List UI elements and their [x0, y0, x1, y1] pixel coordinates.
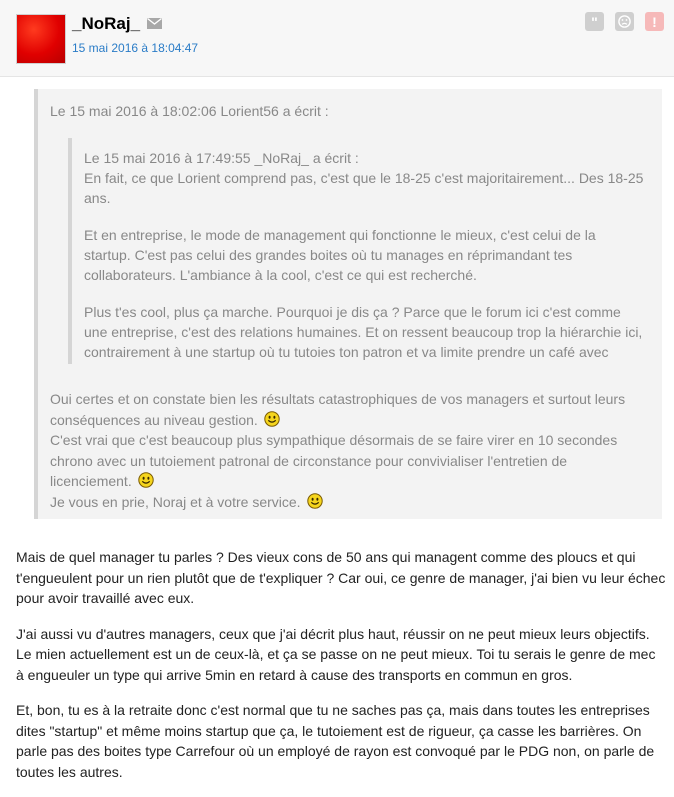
sad-face-icon [618, 15, 631, 28]
inner-quote-paragraph: Plus t'es cool, plus ça marche. Pourquoi je dis ça ? Parce que le forum ici c'est comme une entreprise, c'est des relations humaines. Et on ressent beaucoup trop la hiérarchie ici, contrairement à une startup où tu tutoies ton patron et va limite prendre un café avec [84, 304, 643, 360]
kick-button[interactable] [615, 12, 634, 31]
post-paragraph: J'ai aussi vu d'autres managers, ceux que j'ai décrit plus haut, réussir on ne peut mieux leurs objectifs. Le mien actuellement est un de ceux-là, et ça se passe on ne peut mieux. Toi tu serais le genre de mec à engueuler un type qui arrive 5min en retard à cause des transports en commun en gros. [16, 625, 656, 683]
inner-quote-paragraph: Et en entreprise, le mode de management qui fonctionne le mieux, c'est celui de la startup. C'est pas celui des grandes boites où tu manages en réprimandant tes collaborateurs. L'ambiance à la cool, c'est ce qui est recherché. [84, 227, 596, 283]
post-paragraph: Mais de quel manager tu parles ? Des vieux cons de 50 ans qui managent comme des ploucs et qui t'engueulent pour un rien plutôt que de t'expliquer ? Car oui, ce genre de manager, j'ai bien vu leur échec pour avoir travaillé avec eux. [16, 549, 666, 606]
smiley-icon [264, 411, 280, 427]
smiley-icon [138, 472, 154, 488]
smiley-icon [307, 493, 323, 509]
outer-quote-line-text: Je vous en prie, Noraj et à votre service. [50, 493, 301, 510]
post-body [16, 547, 666, 797]
inner-quote [68, 138, 652, 364]
outer-quote-text [50, 389, 650, 512]
author-name[interactable]: _NoRaj_ [72, 14, 141, 33]
outer-quote [34, 89, 662, 519]
quote-icon: " [591, 13, 598, 30]
post-paragraph: Et, bon, tu es à la retraite donc c'est normal que tu ne saches pas ça, mais dans toutes les entreprises dites "startup" et même moins startup que ça, le tutoiement est de rigueur, ça casse les barrières. On parle pas des boites type Carrefour où un employé de rayon est convoqué par le PDG non, on parle de toutes les autres. [16, 702, 655, 780]
avatar[interactable] [16, 14, 66, 64]
inner-quote-paragraph: En fait, ce que Lorient comprend pas, c'est que le 18-25 c'est majoritairement... Des 18-25 ans. [84, 170, 644, 206]
quote-button[interactable] [585, 12, 604, 31]
inner-quote-text [84, 148, 644, 379]
alert-button[interactable] [645, 12, 664, 31]
outer-quote-line [50, 430, 650, 492]
inner-quote-header: Le 15 mai 2016 à 17:49:55 _NoRaj_ a écrit : [84, 150, 359, 166]
outer-quote-line [50, 492, 650, 513]
post-date-link[interactable]: 15 mai 2016 à 18:04:47 [72, 41, 199, 55]
alert-icon: ! [652, 13, 657, 30]
outer-quote-line-text: C'est vrai que c'est beaucoup plus sympathique désormais de se faire virer en 10 secondes chrono avec un tutoiement patronal de circonstance pour convivialiser l'entretien de licenciement. [50, 432, 618, 489]
outer-quote-line [50, 389, 650, 430]
envelope-icon[interactable] [147, 18, 162, 29]
outer-quote-line-text: Oui certes et on constate bien les résultats catastrophiques de vos managers et surtout leurs conséquences au niveau gestion. [50, 391, 626, 428]
post-header [0, 0, 674, 77]
outer-quote-header: Le 15 mai 2016 à 18:02:06 Lorient56 a écrit : [50, 103, 329, 119]
